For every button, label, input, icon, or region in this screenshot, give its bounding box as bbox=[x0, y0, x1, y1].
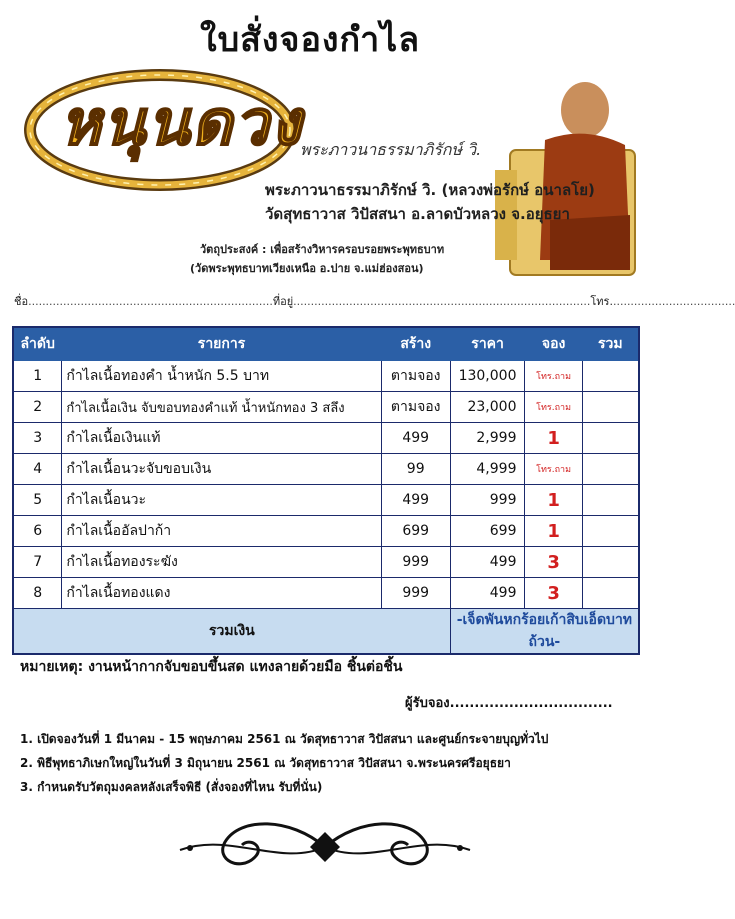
row-item: กำไลเนื้อทองคำ น้ำหนัก 5.5 บาท bbox=[62, 361, 381, 392]
row-total[interactable] bbox=[582, 361, 639, 392]
row-item: กำไลเนื้อนวะ bbox=[62, 485, 381, 516]
receiver-signature-line[interactable]: ผู้รับจอง................................. bbox=[405, 696, 613, 711]
monk-name: พระภาวนาธรรมาภิรักษ์ วิ. (หลวงพ่อรักษ์ อนาลโย) bbox=[265, 181, 595, 199]
row-total[interactable] bbox=[582, 423, 639, 454]
row-made: ตามจอง bbox=[381, 392, 450, 423]
row-total[interactable] bbox=[582, 392, 639, 423]
row-reserve[interactable]: 1 bbox=[525, 485, 582, 516]
row-no: 5 bbox=[13, 485, 62, 516]
row-total[interactable] bbox=[582, 547, 639, 578]
col-header-reserve: จอง bbox=[525, 327, 582, 361]
name-label: ชื่อ bbox=[14, 295, 29, 308]
row-reserve[interactable]: 1 bbox=[525, 516, 582, 547]
document-title: ใบสั่งจองกำไล bbox=[200, 20, 421, 60]
address-label: ที่อยู่ bbox=[272, 295, 294, 308]
info-line-3: 3. กำหนดรับวัตถุมงคลหลังเสร็จพิธี (สั่งจองที่ไหน รับที่นั่น) bbox=[20, 780, 323, 794]
row-item: กำไลเนื้อเงินแท้ bbox=[62, 423, 381, 454]
sum-label: รวมเงิน bbox=[13, 609, 450, 655]
row-made: 499 bbox=[381, 423, 450, 454]
row-no: 8 bbox=[13, 578, 62, 609]
table-row bbox=[13, 547, 639, 578]
row-price: 999 bbox=[450, 485, 525, 516]
row-price: 2,999 bbox=[450, 423, 525, 454]
row-made: 99 bbox=[381, 454, 450, 485]
row-total[interactable] bbox=[582, 485, 639, 516]
signature: พระภาวนาธรรมาภิรักษ์ วิ. bbox=[300, 140, 482, 159]
col-header-no: ลำดับ bbox=[13, 327, 62, 361]
ornament-flourish-icon bbox=[170, 812, 480, 882]
col-header-price: ราคา bbox=[450, 327, 525, 361]
table-row bbox=[13, 392, 639, 423]
address-field[interactable]: ..................................................................................... bbox=[293, 295, 591, 308]
row-item: กำไลเนื้อเงิน จับขอบทองคำแท้ น้ำหนักทอง 3 สลึง bbox=[62, 392, 381, 423]
row-item: กำไลเนื้ออัลปาก้า bbox=[62, 516, 381, 547]
phone-label: โทร. bbox=[590, 295, 613, 308]
info-line-2: 2. พิธีพุทธาภิเษกใหญ่ในวันที่ 3 มิถุนายน 2561 ณ วัดสุทธาวาส วิปัสสนา จ.พระนครศรีอยุธยา bbox=[20, 756, 511, 770]
row-reserve[interactable]: 1 bbox=[525, 423, 582, 454]
row-no: 4 bbox=[13, 454, 62, 485]
row-made: ตามจอง bbox=[381, 361, 450, 392]
customer-info-line bbox=[14, 292, 735, 310]
row-total[interactable] bbox=[582, 454, 639, 485]
row-no: 7 bbox=[13, 547, 62, 578]
row-price: 4,999 bbox=[450, 454, 525, 485]
order-table bbox=[12, 326, 640, 655]
remark-note: หมายเหตุ: งานหน้ากากจับขอบขึ้นสด แทงลายด้วยมือ ชิ้นต่อชิ้น bbox=[20, 659, 403, 675]
phone-field[interactable]: ................................... bbox=[612, 295, 735, 308]
purpose-line-2: (วัดพระพุทธบาทเวียงเหนือ อ.ปาย จ.แม่ฮ่องสอน) bbox=[190, 262, 424, 275]
row-price: 499 bbox=[450, 578, 525, 609]
sum-row bbox=[13, 609, 639, 655]
row-no: 3 bbox=[13, 423, 62, 454]
row-no: 2 bbox=[13, 392, 62, 423]
row-item: กำไลเนื้อทองระฆัง bbox=[62, 547, 381, 578]
row-made: 999 bbox=[381, 547, 450, 578]
table-row bbox=[13, 454, 639, 485]
row-reserve[interactable]: โทร.ถาม bbox=[525, 454, 582, 485]
purpose-line-1: วัตถุประสงค์ : เพื่อสร้างวิหารครอบรอยพระพุทธบาท bbox=[200, 243, 445, 256]
table-row bbox=[13, 578, 639, 609]
temple-address: วัดสุทธาวาส วิปัสสนา อ.ลาดบัวหลวง จ.อยุธยา bbox=[265, 205, 570, 223]
row-item: กำไลเนื้อทองแดง bbox=[62, 578, 381, 609]
sum-amount-text: -เจ็ดพันหกร้อยเก้าสิบเอ็ดบาทถ้วน- bbox=[450, 609, 639, 655]
name-field[interactable]: ...................................................................... bbox=[28, 295, 273, 308]
row-no: 1 bbox=[13, 361, 62, 392]
row-no: 6 bbox=[13, 516, 62, 547]
table-row bbox=[13, 485, 639, 516]
col-header-total: รวม bbox=[582, 327, 639, 361]
col-header-item: รายการ bbox=[62, 327, 381, 361]
row-made: 499 bbox=[381, 485, 450, 516]
table-header-row bbox=[13, 327, 639, 361]
row-total[interactable] bbox=[582, 516, 639, 547]
table-row bbox=[13, 361, 639, 392]
table-row bbox=[13, 423, 639, 454]
row-reserve[interactable]: 3 bbox=[525, 547, 582, 578]
row-total[interactable] bbox=[582, 578, 639, 609]
row-item: กำไลเนื้อนวะจับขอบเงิน bbox=[62, 454, 381, 485]
logo-title: หนุนดวง bbox=[60, 86, 303, 159]
row-price: 499 bbox=[450, 547, 525, 578]
row-made: 999 bbox=[381, 578, 450, 609]
row-made: 699 bbox=[381, 516, 450, 547]
row-price: 130,000 bbox=[450, 361, 525, 392]
row-price: 23,000 bbox=[450, 392, 525, 423]
row-reserve[interactable]: โทร.ถาม bbox=[525, 361, 582, 392]
col-header-made: สร้าง bbox=[381, 327, 450, 361]
row-price: 699 bbox=[450, 516, 525, 547]
row-reserve[interactable]: โทร.ถาม bbox=[525, 392, 582, 423]
row-reserve[interactable]: 3 bbox=[525, 578, 582, 609]
table-row bbox=[13, 516, 639, 547]
monk-photo bbox=[490, 40, 640, 280]
info-line-1: 1. เปิดจองวันที่ 1 มีนาคม - 15 พฤษภาคม 2561 ณ วัดสุทธาวาส วิปัสสนา และศูนย์กระจายบุญทั่วไป bbox=[20, 732, 549, 746]
